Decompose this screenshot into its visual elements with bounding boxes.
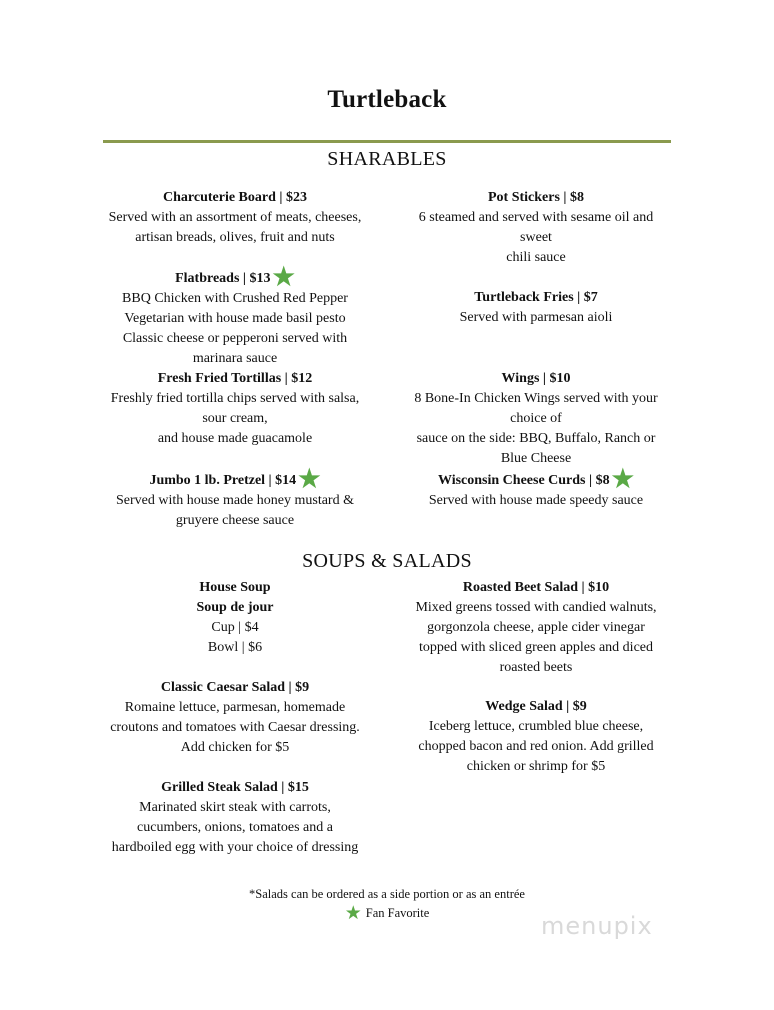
menu-item-name: House Soup (199, 580, 271, 595)
menu-item-desc: marinara sauce (192, 351, 278, 366)
restaurant-title: Turtleback (327, 86, 447, 113)
menu-item-name: Fresh Fried Tortillas | $12 (157, 371, 313, 386)
menu-item-desc: Classic cheese or pepperoni served with (122, 331, 348, 346)
menu-item-name: Wisconsin Cheese Curds | $8★ (437, 466, 635, 493)
menu-item-subname: Soup de jour (196, 600, 274, 615)
menu-item (85, 678, 385, 758)
menu-item (386, 466, 686, 511)
star-icon: ★ (344, 903, 362, 924)
menu-item-desc: topped with sliced green apples and diced (418, 640, 654, 655)
menu-item-desc: 6 steamed and served with sesame oil and (418, 210, 654, 225)
menu-item-desc: chopped bacon and red onion. Add grilled (418, 739, 654, 754)
menu-item-name: Pot Stickers | $8 (487, 190, 584, 205)
menu-item-name: Grilled Steak Salad | $15 (161, 780, 309, 795)
star-icon: ★ (611, 466, 635, 493)
menu-item-desc: Served with house made honey mustard & (116, 493, 354, 508)
menu-item-desc: Vegetarian with house made basil pesto (124, 311, 346, 326)
menu-item-desc: Cup | $4 (211, 620, 259, 635)
menu-item-desc: croutons and tomatoes with Caesar dressing. (110, 720, 360, 735)
menu-item-name: Flatbreads | $13★ (175, 264, 295, 291)
salad-note: *Salads can be ordered as a side portion or as an entrée (249, 887, 525, 901)
menu-item-desc: Mixed greens tossed with candied walnuts, (415, 600, 657, 615)
menu-item-desc: cucumbers, onions, tomatoes and a (137, 820, 333, 835)
menu-item-desc: sour cream, (202, 411, 268, 426)
menu-item-name: Charcuterie Board | $23 (163, 190, 307, 205)
menu-item-desc: gorgonzola cheese, apple cider vinegar (427, 620, 645, 635)
menu-item-desc: Marinated skirt steak with carrots, (139, 800, 331, 815)
menu-item (85, 188, 385, 248)
menu-item-desc: artisan breads, olives, fruit and nuts (135, 230, 335, 245)
menu-item-name: Roasted Beet Salad | $10 (462, 580, 610, 595)
menu-item-desc: Blue Cheese (500, 451, 572, 466)
menu-item (85, 778, 385, 858)
fan-favorite-legend: ★ Fan Favorite (344, 903, 430, 924)
menu-item-name: Wings | $10 (501, 371, 571, 386)
menu-item (85, 578, 385, 658)
menu-item (85, 369, 385, 449)
menu-item (386, 369, 686, 469)
soups-salads-heading: SOUPS & SALADS (302, 550, 472, 572)
menu-item-desc: sauce on the side: BBQ, Buffalo, Ranch or (416, 431, 656, 446)
menu-item (386, 188, 686, 268)
menu-item-desc: Freshly fried tortilla chips served with salsa, (110, 391, 360, 406)
menu-item-desc: gruyere cheese sauce (175, 513, 295, 528)
menu-item-desc: and house made guacamole (157, 431, 313, 446)
menu-item-name: Wedge Salad | $9 (485, 699, 587, 714)
star-icon: ★ (298, 466, 321, 493)
menu-item-desc: BBQ Chicken with Crushed Red Pepper (122, 291, 348, 306)
menu-item-desc: Served with house made speedy sauce (428, 493, 644, 508)
menu-item-desc: Romaine lettuce, parmesan, homemade (124, 700, 346, 715)
menu-item-desc: Bowl | $6 (207, 640, 263, 655)
sharables-heading: SHARABLES (327, 148, 447, 170)
menu-item-name: Turtleback Fries | $7 (474, 290, 598, 305)
watermark-logo: menupix (541, 912, 653, 940)
menu-item-desc: chicken or shrimp for $5 (466, 759, 606, 774)
menu-item-desc: Served with an assortment of meats, cheeses, (108, 210, 362, 225)
menu-item (386, 697, 686, 777)
menu-item-desc: chili sauce (506, 250, 566, 265)
menu-item-name: Classic Caesar Salad | $9 (160, 680, 310, 695)
menu-item-name: Jumbo 1 lb. Pretzel | $14★ (149, 466, 321, 493)
menu-item (85, 264, 385, 369)
menu-item (85, 466, 385, 531)
menu-item-desc: choice of (510, 411, 562, 426)
menu-item-desc: Iceberg lettuce, crumbled blue cheese, (428, 719, 644, 734)
title-divider (103, 140, 671, 143)
menu-item-desc: 8 Bone-In Chicken Wings served with your (414, 391, 658, 406)
star-icon: ★ (272, 264, 295, 291)
menu-item-desc: sweet (520, 230, 552, 245)
menu-item-desc: Served with parmesan aioli (459, 310, 613, 325)
menu-item-desc: hardboiled egg with your choice of dressing (111, 840, 359, 855)
menu-item-desc: Add chicken for $5 (180, 740, 290, 755)
menu-item-desc: roasted beets (499, 660, 573, 675)
menu-item (386, 578, 686, 678)
menu-item (386, 288, 686, 328)
